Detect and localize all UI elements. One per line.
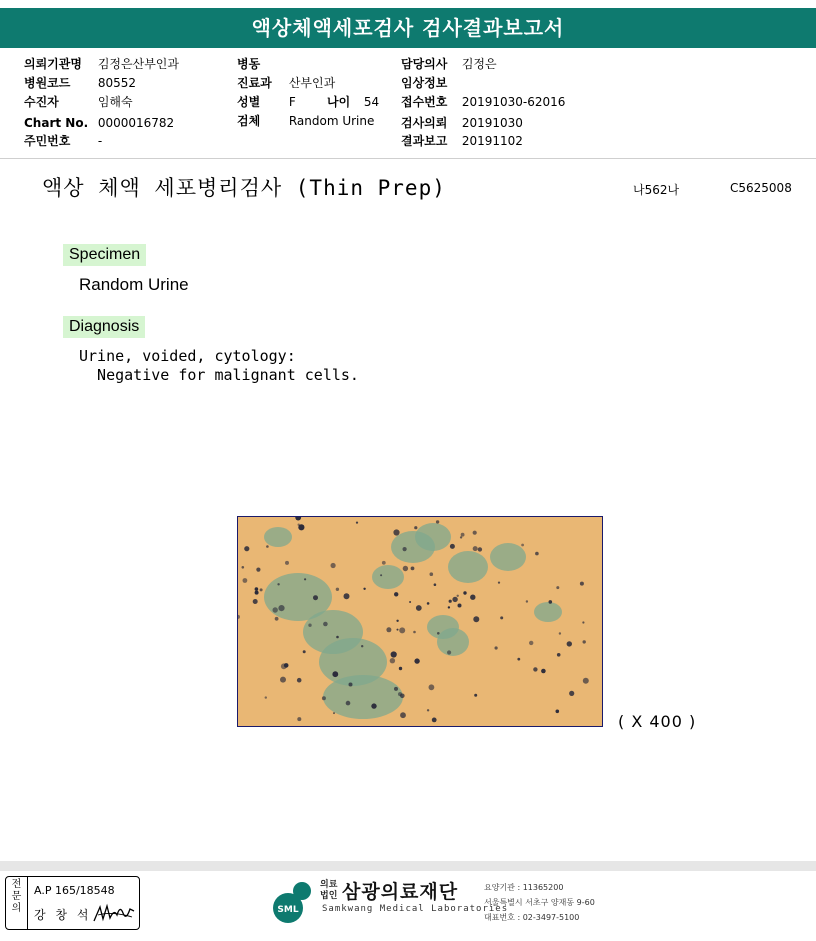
cell-nucleus bbox=[260, 588, 263, 591]
cell-nucleus bbox=[336, 588, 339, 591]
cell-nucleus bbox=[457, 595, 459, 597]
diagnosis-line-1: Urine, voided, cytology: bbox=[79, 347, 296, 365]
info-hospital-code: 병원코드 80552 bbox=[24, 76, 137, 90]
cell-nucleus bbox=[517, 658, 520, 661]
cell-nucleus bbox=[427, 709, 429, 711]
info-resident-no: 주민번호 - bbox=[24, 134, 103, 148]
cell-nucleus bbox=[400, 712, 406, 718]
cell-nucleus bbox=[414, 526, 417, 529]
org-info-line: 대표번호 : 02-3497-5100 bbox=[484, 913, 580, 922]
diagnosis-heading: Diagnosis bbox=[63, 316, 145, 338]
cell-nucleus bbox=[437, 632, 440, 635]
cell-nucleus bbox=[243, 578, 248, 583]
cell-nucleus bbox=[567, 641, 572, 646]
cell-nucleus bbox=[255, 587, 259, 591]
cell-nucleus bbox=[284, 663, 289, 668]
cell-nucleus bbox=[533, 667, 537, 671]
cell-nucleus bbox=[556, 710, 560, 714]
diagnosis-text bbox=[79, 347, 359, 385]
org-info-line: 요양기관 : 11365200 bbox=[484, 883, 564, 892]
specimen-heading: Specimen bbox=[63, 244, 146, 266]
squamous-cell bbox=[372, 565, 404, 589]
cell-nucleus bbox=[273, 607, 278, 612]
cell-nucleus bbox=[409, 601, 411, 603]
report-title: 액상체액세포검사 검사결과보고서 bbox=[0, 8, 816, 48]
pathologist-name: 강 창 석 bbox=[34, 908, 92, 922]
cell-nucleus bbox=[313, 595, 318, 600]
cell-nucleus bbox=[569, 691, 574, 696]
cell-nucleus bbox=[396, 620, 398, 622]
info-department: 진료과 산부인과 bbox=[237, 76, 336, 90]
cell-nucleus bbox=[448, 606, 450, 608]
cell-nucleus bbox=[521, 544, 524, 547]
cell-nucleus bbox=[346, 701, 351, 706]
cell-nucleus bbox=[474, 694, 477, 697]
cell-nucleus bbox=[541, 669, 546, 674]
cell-nucleus bbox=[463, 591, 466, 594]
cell-nucleus bbox=[403, 566, 408, 571]
cell-nucleus bbox=[398, 692, 402, 696]
cell-nucleus bbox=[277, 583, 279, 585]
cell-nucleus bbox=[434, 583, 437, 586]
cell-nucleus bbox=[473, 546, 478, 551]
cell-nucleus bbox=[266, 545, 269, 548]
cell-nucleus bbox=[449, 600, 452, 603]
cell-nucleus bbox=[390, 658, 395, 663]
sml-logo-block bbox=[270, 876, 595, 932]
cytology-micrograph bbox=[237, 516, 603, 727]
squamous-cell bbox=[415, 523, 451, 551]
signature-scribble bbox=[92, 901, 136, 925]
specimen-value: Random Urine bbox=[79, 275, 189, 294]
cell-nucleus bbox=[386, 627, 391, 632]
org-contact-info bbox=[484, 880, 595, 925]
cell-nucleus bbox=[557, 653, 561, 657]
info-request-date: 검사의뢰 20191030 bbox=[401, 116, 523, 130]
cell-nucleus bbox=[399, 667, 402, 670]
cell-nucleus bbox=[470, 595, 475, 600]
info-report-date: 결과보고 20191102 bbox=[401, 134, 523, 148]
cell-nucleus bbox=[460, 536, 462, 538]
squamous-cell bbox=[490, 543, 526, 571]
cell-nucleus bbox=[323, 622, 328, 627]
cell-nucleus bbox=[430, 572, 434, 576]
squamous-cell bbox=[437, 628, 469, 656]
cell-nucleus bbox=[559, 632, 561, 634]
info-sex: 성별 F bbox=[237, 95, 296, 109]
info-clinical-info: 임상정보 bbox=[401, 76, 448, 90]
info-age: 나이 54 bbox=[327, 95, 380, 109]
cell-nucleus bbox=[450, 544, 455, 549]
cell-nucleus bbox=[253, 599, 258, 604]
cell-nucleus bbox=[303, 650, 306, 653]
cell-nucleus bbox=[447, 650, 451, 654]
cell-nucleus bbox=[356, 522, 358, 524]
svg-text:SML: SML bbox=[277, 905, 299, 915]
cell-nucleus bbox=[436, 520, 439, 523]
cell-nucleus bbox=[280, 677, 286, 683]
cell-nucleus bbox=[265, 696, 267, 698]
cell-nucleus bbox=[256, 568, 260, 572]
cell-nucleus bbox=[278, 605, 284, 611]
cell-nucleus bbox=[535, 552, 539, 556]
info-chart-no: Chart No. 0000016782 bbox=[24, 116, 175, 130]
cell-nucleus bbox=[549, 600, 553, 604]
cell-nucleus bbox=[394, 687, 398, 691]
specialist-label: 전 문 의 bbox=[6, 877, 28, 929]
sml-logo-icon bbox=[270, 878, 320, 928]
cell-nucleus bbox=[583, 640, 586, 643]
org-info-line: 서울특별시 서초구 양재동 9-60 bbox=[484, 898, 595, 907]
cell-nucleus bbox=[394, 592, 398, 596]
info-patient-name: 수진자 임해숙 bbox=[24, 95, 133, 109]
cell-nucleus bbox=[498, 582, 500, 584]
pathologist-code: A.P 165/18548 bbox=[34, 884, 115, 897]
diagnosis-line-2: Negative for malignant cells. bbox=[79, 366, 359, 384]
cell-nucleus bbox=[529, 641, 533, 645]
cell-nucleus bbox=[556, 586, 559, 589]
squamous-cell bbox=[534, 602, 562, 622]
cell-nucleus bbox=[414, 658, 419, 663]
org-english-name: Samkwang Medical Laboratories bbox=[322, 904, 509, 914]
test-title: 액상 체액 세포병리검사 (Thin Prep) bbox=[42, 176, 446, 200]
cell-nucleus bbox=[478, 547, 482, 551]
squamous-cell bbox=[323, 675, 403, 719]
cell-nucleus bbox=[452, 597, 457, 602]
cell-nucleus bbox=[297, 678, 302, 683]
cell-nucleus bbox=[416, 605, 422, 611]
cell-nucleus bbox=[473, 616, 479, 622]
cell-nucleus bbox=[403, 547, 407, 551]
cell-nucleus bbox=[411, 567, 415, 571]
cell-nucleus bbox=[371, 703, 376, 708]
cell-nucleus bbox=[427, 602, 430, 605]
info-referring-clinic: 의뢰기관명 김정은산부인과 bbox=[24, 57, 179, 71]
cell-nucleus bbox=[473, 531, 477, 535]
info-attending-doctor: 담당의사 김정은 bbox=[401, 57, 497, 71]
report-code-a: 나562나 bbox=[633, 183, 680, 197]
cell-nucleus bbox=[244, 546, 249, 551]
cell-nucleus bbox=[285, 561, 289, 565]
info-ward: 병동 bbox=[237, 57, 261, 71]
cell-nucleus bbox=[580, 582, 584, 586]
cell-nucleus bbox=[333, 712, 335, 714]
magnification-label: ( X 400 ) bbox=[618, 712, 697, 731]
cell-nucleus bbox=[331, 563, 336, 568]
report-code-b: C5625008 bbox=[730, 181, 792, 195]
squamous-cell bbox=[448, 551, 488, 583]
patient-info-grid bbox=[0, 55, 816, 155]
cell-nucleus bbox=[349, 683, 353, 687]
cell-nucleus bbox=[380, 574, 382, 576]
cell-nucleus bbox=[432, 718, 437, 723]
cell-nucleus bbox=[361, 645, 363, 647]
cell-nucleus bbox=[526, 600, 528, 602]
micrograph-image bbox=[238, 517, 602, 726]
cell-nucleus bbox=[322, 696, 326, 700]
info-accession-no: 접수번호 20191030-62016 bbox=[401, 95, 566, 109]
cell-nucleus bbox=[336, 636, 339, 639]
cell-nucleus bbox=[363, 588, 365, 590]
info-specimen: 검체 Random Urine bbox=[237, 114, 375, 128]
cell-nucleus bbox=[461, 533, 465, 537]
cell-nucleus bbox=[582, 621, 584, 623]
footer-band bbox=[0, 861, 816, 871]
cell-nucleus bbox=[413, 631, 416, 634]
cell-nucleus bbox=[393, 529, 399, 535]
cell-nucleus bbox=[308, 624, 311, 627]
cell-nucleus bbox=[255, 591, 259, 595]
org-prefix: 의료 법인 bbox=[320, 880, 338, 901]
cell-nucleus bbox=[297, 717, 301, 721]
cell-nucleus bbox=[332, 671, 338, 677]
pathologist-signature-box bbox=[5, 876, 140, 930]
cell-nucleus bbox=[391, 651, 397, 657]
cell-nucleus bbox=[458, 604, 462, 608]
org-name: 삼광의료재단 bbox=[342, 881, 459, 903]
info-divider bbox=[0, 158, 816, 159]
squamous-cell bbox=[264, 527, 292, 547]
cell-nucleus bbox=[500, 616, 503, 619]
cell-nucleus bbox=[275, 617, 279, 621]
cell-nucleus bbox=[429, 684, 435, 690]
cell-nucleus bbox=[399, 627, 405, 633]
cell-nucleus bbox=[583, 678, 589, 684]
cell-nucleus bbox=[344, 593, 350, 599]
cell-nucleus bbox=[298, 524, 300, 526]
cell-nucleus bbox=[495, 646, 498, 649]
cell-nucleus bbox=[382, 561, 386, 565]
cell-nucleus bbox=[304, 578, 306, 580]
cell-nucleus bbox=[397, 629, 399, 631]
cell-nucleus bbox=[242, 566, 245, 569]
